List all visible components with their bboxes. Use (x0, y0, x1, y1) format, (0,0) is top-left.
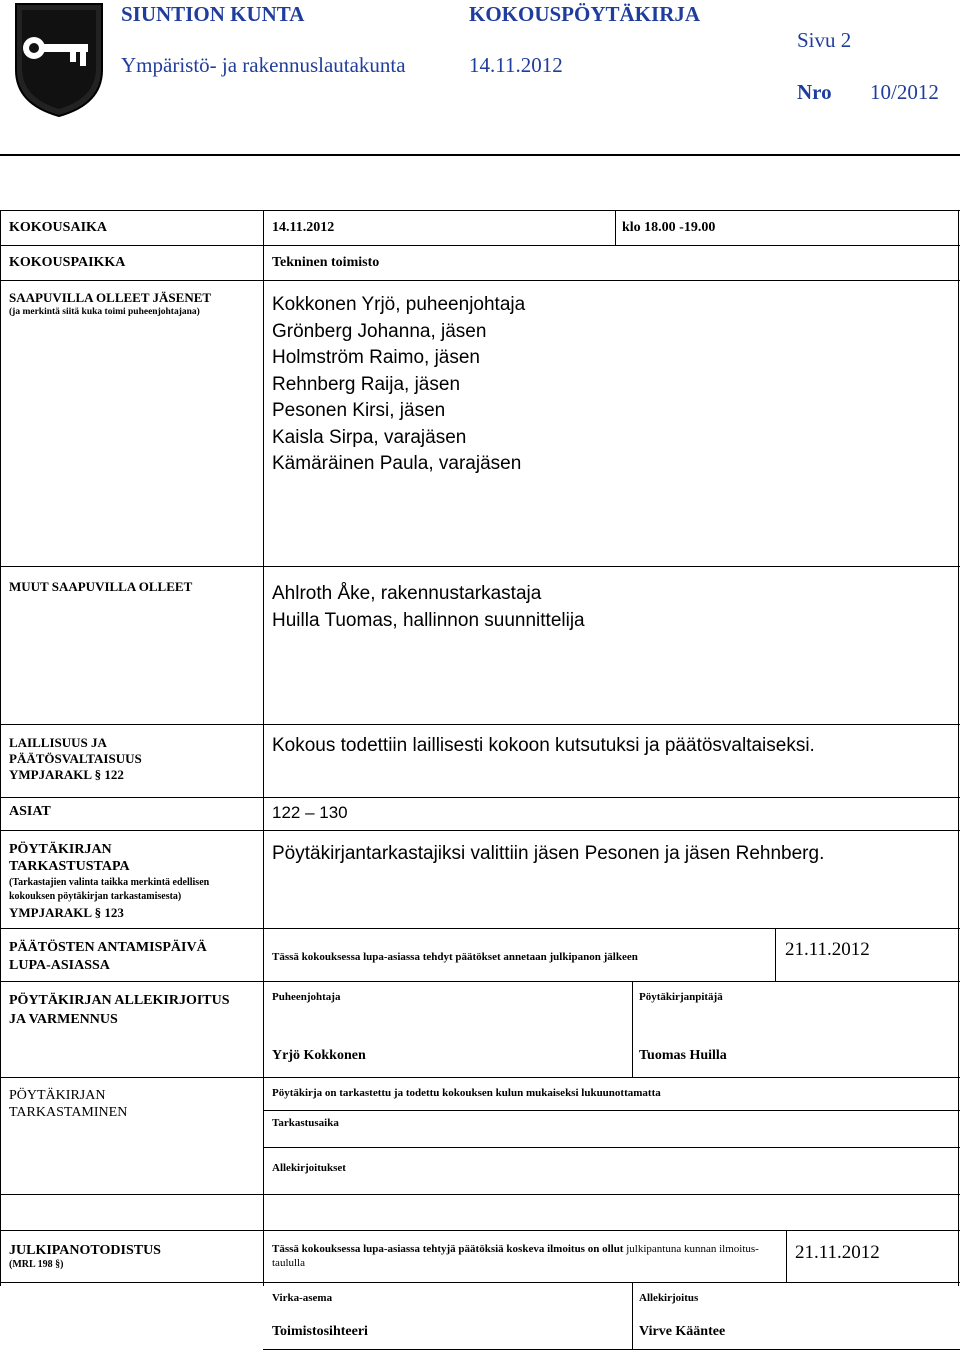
nro-label: Nro (797, 80, 832, 104)
review-method-section: YMPJARAKL § 123 (9, 905, 124, 920)
matters-value: 122 – 130 (272, 803, 348, 822)
document-type: KOKOUSPÖYTÄKIRJA (469, 2, 701, 26)
chair-name: Yrjö Kokkonen (272, 1048, 366, 1063)
position-value: Toimistosihteeri (272, 1324, 368, 1339)
list-item: Rehnberg Raija, jäsen (272, 373, 461, 395)
decision-date-text: Tässä kokouksessa lupa-asiassa tehdyt päätökset annetaan julkipanon jälkeen (272, 951, 638, 963)
members-label: SAAPUVILLA OLLEET JÄSENET (9, 290, 212, 305)
review-method-text: Pöytäkirjantarkastajiksi valittiin jäsen Pesonen ja jäsen Rehnberg. (272, 843, 825, 864)
notice-note: (MRL 198 §) (9, 1259, 64, 1270)
list-item: Huilla Tuomas, hallinnon suunnittelija (272, 609, 585, 631)
review-signatures-label: Allekirjoitukset (272, 1162, 346, 1174)
decision-date-value: 21.11.2012 (785, 939, 870, 960)
list-item: Grönberg Johanna, jäsen (272, 320, 487, 342)
review-label: PÖYTÄKIRJAN TARKASTAMINEN (9, 1088, 128, 1120)
signatures-label: PÖYTÄKIRJAN ALLEKIRJOITUS JA VARMENNUS (9, 993, 230, 1027)
review-method-note: (Tarkastajien valinta taikka merkintä edellisen kokouksen pöytäkirjan tarkastamisesta) (9, 877, 210, 902)
list-item: Pesonen Kirsi, jäsen (272, 400, 446, 421)
nro-value: 10/2012 (870, 80, 939, 104)
members-list (272, 292, 525, 478)
municipality-coat-of-arms-logo (12, 0, 106, 118)
signature-value: Virve Kääntee (639, 1324, 726, 1339)
secretary-label: Pöytäkirjanpitäjä (639, 991, 723, 1003)
municipality-name: SIUNTION KUNTA (121, 2, 305, 26)
notice-date: 21.11.2012 (795, 1242, 880, 1263)
legality-label: LAILLISUUS JA PÄÄTÖSVALTAISUUS YMPJARAKL § 122 (9, 735, 142, 782)
header-rule (0, 154, 960, 156)
members-note: (ja merkintä siitä kuka toimi puheenjohtajana) (9, 307, 200, 317)
matters-label: ASIAT (9, 804, 51, 819)
list-item: Kaisla Sirpa, varajäsen (272, 426, 467, 448)
meeting-time-label: KOKOUSAIKA (9, 220, 108, 235)
review-time-label: Tarkastusaika (272, 1117, 339, 1129)
meeting-place-value: Tekninen toimisto (272, 255, 380, 270)
secretary-name: Tuomas Huilla (639, 1048, 727, 1063)
notice-text: Tässä kokouksessa lupa-asiassa tehtyjä päätöksiä koskeva ilmoitus on ollut julkipantuna kunnan ilmoitus- taululla (272, 1243, 759, 1269)
others-label: MUUT SAAPUVILLA OLLEET (9, 579, 193, 594)
review-text: Pöytäkirja on tarkastettu ja todettu kokouksen kulun mukaiseksi lukuunottamatta (272, 1087, 661, 1099)
legality-text: Kokous todettiin laillisesti kokoon kutsutuksi ja päätösvaltaiseksi. (272, 735, 815, 756)
list-item: Ahlroth Åke, rakennustarkastaja (272, 583, 542, 604)
list-item: Kokkonen Yrjö, puheenjohtaja (272, 294, 526, 315)
meeting-place-label: KOKOUSPAIKKA (9, 255, 126, 270)
meeting-time-hours: klo 18.00 -19.00 (622, 220, 716, 235)
decision-date-label: PÄÄTÖSTEN ANTAMISPÄIVÄ LUPA-ASIASSA (9, 940, 207, 973)
others-list (272, 581, 585, 634)
list-item: Holmström Raimo, jäsen (272, 347, 480, 368)
notice-label: JULKIPANOTODISTUS (9, 1243, 161, 1258)
list-item: Kämäräinen Paula, varajäsen (272, 453, 522, 474)
page-number: Sivu 2 (797, 28, 852, 52)
review-method-label: PÖYTÄKIRJAN TARKASTUSTAPA (9, 842, 130, 874)
chair-label: Puheenjohtaja (272, 991, 341, 1003)
signature-label: Allekirjoitus (639, 1292, 699, 1304)
meeting-date: 14.11.2012 (469, 53, 563, 77)
board-name: Ympäristö- ja rakennuslautakunta (121, 53, 406, 77)
position-label: Virka-asema (272, 1292, 333, 1304)
meeting-time-date: 14.11.2012 (272, 220, 335, 235)
